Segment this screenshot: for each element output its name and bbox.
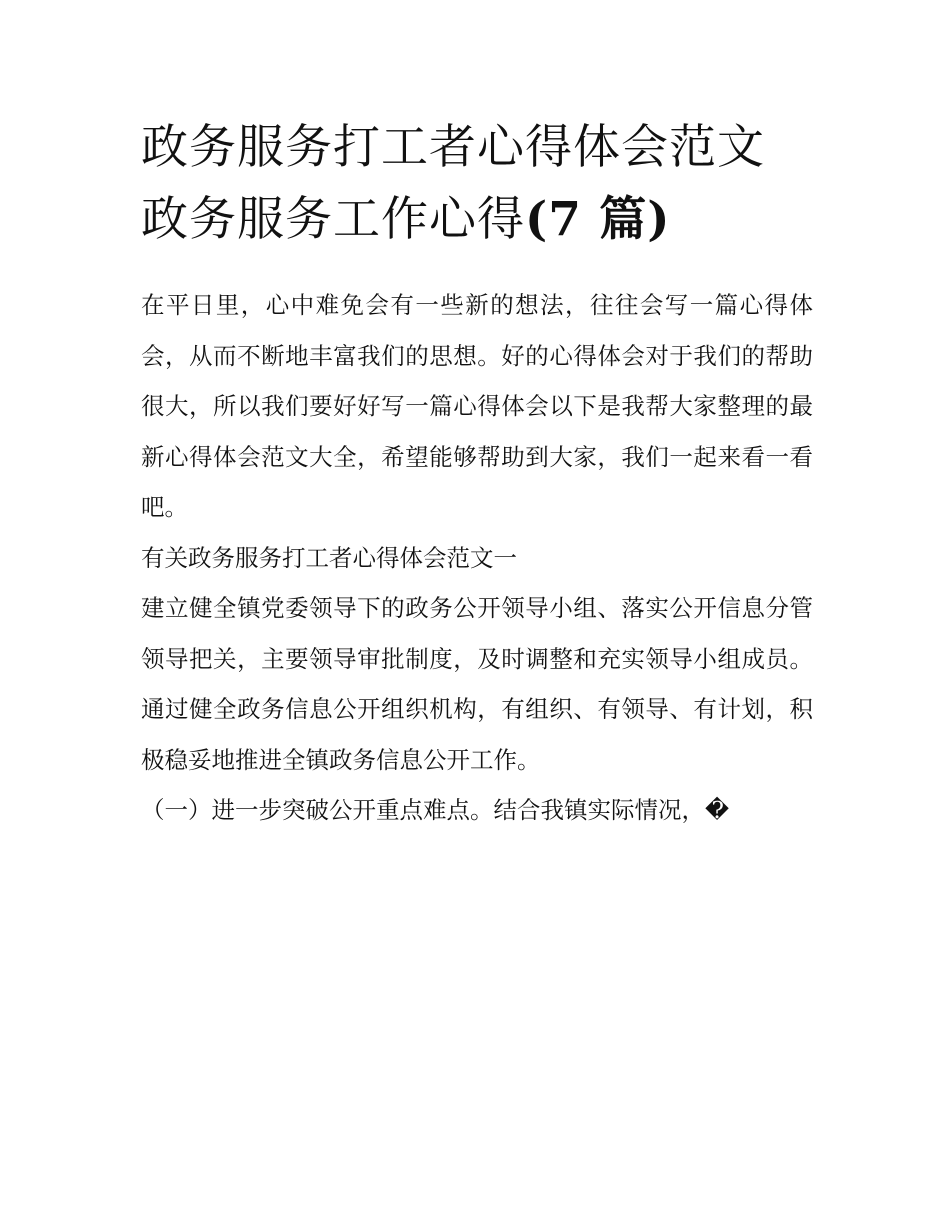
document-page <box>141 112 813 836</box>
title-line-2 <box>141 184 813 256</box>
title-count: (7 篇) <box>525 192 671 247</box>
body-paragraph-1: 建立健全镇党委领导下的政务公开领导小组、落实公开信息分管领导把关，主要领导审批制度，及时调整和充实领导小组成员。通过健全政务信息公开组织机构，有组织、有领导、有计划，积极稳妥地推进全镇政务信息公开工作。 <box>141 594 813 774</box>
title-line-1: 政务服务打工者心得体会范文 <box>141 120 765 175</box>
document-title <box>141 112 813 256</box>
body-paragraph-2: （一）进一步突破公开重点难点。结合我镇实际情况，� <box>141 796 730 824</box>
section-heading: 有关政务服务打工者心得体会范文一 <box>141 543 517 572</box>
title-line-2-text: 政务服务工作心得 <box>141 192 525 247</box>
intro-paragraph: 在平日里，心中难免会有一些新的想法，往往会写一篇心得体会，从而不断地丰富我们的思想。好的心得体会对于我们的帮助很大，所以我们要好好写一篇心得体会以下是我帮大家整理的最新心得体会范文大全，希望能够帮助到大家，我们一起来看一看吧。 <box>141 291 813 521</box>
